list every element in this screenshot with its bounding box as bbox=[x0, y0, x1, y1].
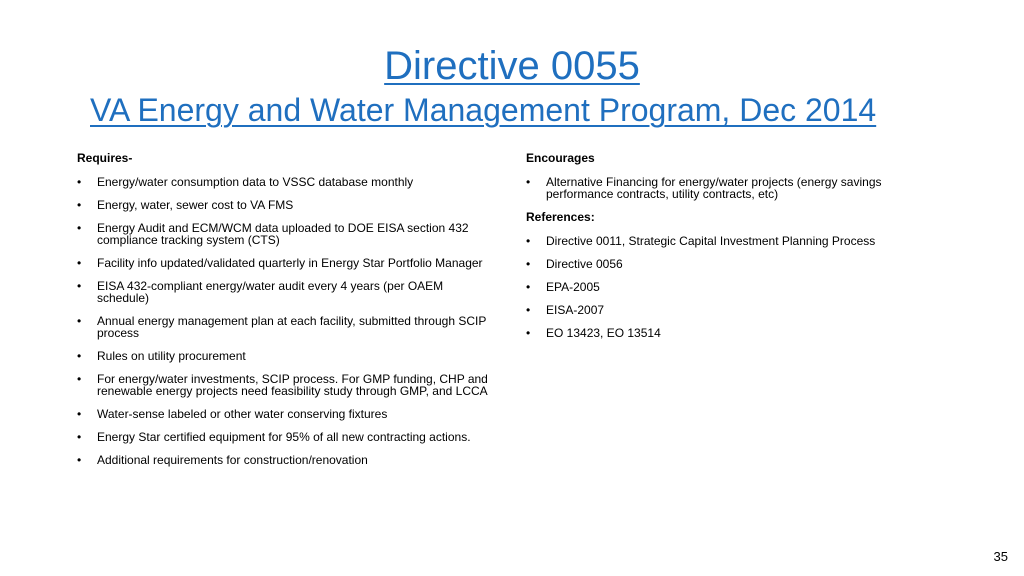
list-item: • Energy Audit and ECM/WCM data uploaded to DOE EISA section 432 compliance tracking system (CTS) bbox=[77, 222, 497, 246]
list-item: • Directive 0056 bbox=[526, 258, 946, 270]
list-item: • Directive 0011, Strategic Capital Investment Planning Process bbox=[526, 235, 946, 247]
list-item: • Annual energy management plan at each facility, submitted through SCIP process bbox=[77, 315, 497, 339]
title-line-1: Directive 0055 bbox=[384, 44, 640, 88]
list-item: • Energy/water consumption data to VSSC database monthly bbox=[77, 176, 497, 188]
page-number: 35 bbox=[993, 549, 1008, 564]
list-item: • EO 13423, EO 13514 bbox=[526, 327, 946, 339]
list-item: • Energy, water, sewer cost to VA FMS bbox=[77, 199, 497, 211]
list-item: • Additional requirements for construction/renovation bbox=[77, 454, 497, 466]
slide-title bbox=[0, 40, 1024, 128]
list-item: • For energy/water investments, SCIP process. For GMP funding, CHP and renewable energy projects need feasibility study through GMP, and LCCA bbox=[77, 373, 497, 397]
encourages-column bbox=[526, 152, 946, 350]
list-item: • Facility info updated/validated quarterly in Energy Star Portfolio Manager bbox=[77, 257, 497, 269]
references-heading: References: bbox=[526, 210, 595, 224]
requires-list bbox=[77, 176, 497, 466]
list-item: • Energy Star certified equipment for 95% of all new contracting actions. bbox=[77, 431, 497, 443]
references-list bbox=[526, 235, 946, 339]
title-line-2: VA Energy and Water Management Program, Dec 2014 bbox=[90, 92, 877, 128]
list-item: • EISA 432-compliant energy/water audit every 4 years (per OAEM schedule) bbox=[77, 280, 497, 304]
list-item: • EISA-2007 bbox=[526, 304, 946, 316]
list-item: • Water-sense labeled or other water conserving fixtures bbox=[77, 408, 497, 420]
list-item: • Alternative Financing for energy/water projects (energy savings performance contracts, utility contracts, etc) bbox=[526, 176, 946, 200]
encourages-list bbox=[526, 176, 946, 200]
requires-heading: Requires- bbox=[77, 151, 133, 165]
list-item: • EPA-2005 bbox=[526, 281, 946, 293]
list-item: • Rules on utility procurement bbox=[77, 350, 497, 362]
encourages-heading: Encourages bbox=[526, 151, 595, 165]
requires-column bbox=[77, 152, 497, 477]
